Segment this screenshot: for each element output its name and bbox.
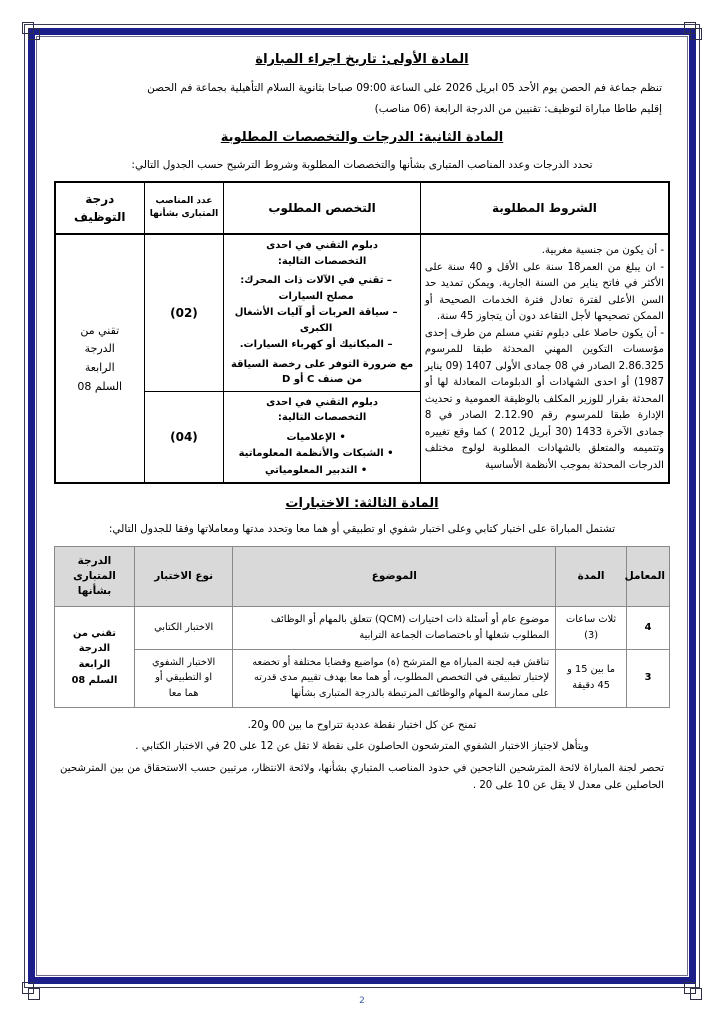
spec-item-list: [228, 430, 415, 479]
duration-line: 45 دقيقة: [572, 680, 610, 692]
spec-item: • الشبكات والأنظمة المعلوماتية: [228, 446, 403, 462]
header-subject: الموضوع: [233, 546, 556, 607]
cell-duration: [556, 649, 627, 707]
table-row: [55, 649, 670, 707]
page-number: 2: [359, 996, 365, 1006]
cell-positions-count: (02): [144, 234, 224, 391]
grade-line: الدرجة: [84, 342, 115, 356]
document-content: [48, 40, 676, 972]
article1-paragraph-line2: إقليم طاطا مباراة لتوظيف: تقنيين من الدرجة الرابعة (06 مناصب): [374, 102, 662, 115]
footnotes-block: [60, 718, 664, 795]
footnote-line3: تحصر لجنة المباراة لائحة المترشحين الناجحين في حدود المناصب المتباري بشأنها، ولائحة الانتظار، مرتبين حسب الاستحقاق من بين المترشحين الحاصلين على معدل لا يقل عن 10 على 20 .: [60, 763, 664, 792]
grade-line: السلم 08: [77, 379, 123, 393]
spec-title-line1: دبلوم التقني في احدى: [266, 240, 379, 252]
spec-title: [228, 238, 415, 269]
spec-item: • الإعلاميات: [228, 430, 403, 446]
grade-line: تقني من: [73, 627, 116, 639]
cell-specialization: [224, 391, 420, 483]
subject-line: المطلوب شغلها أو باختصاصات الجماعة الترابية: [359, 629, 550, 641]
table-row: [55, 234, 669, 391]
duration-line: (3): [584, 629, 599, 641]
condition-line: - ان يبلغ من العمر18 سنة على الأقل و 40 سنة على الأكثر في فاتح يناير من السنة الجارية. ويمكن تمديد حد السن الأعلى لفترة تعادل فترة الخدمات الصحيحة أو الممكن تصحيحها لأجل التقاعد دون أن يتجاوز 45 سنة.: [424, 261, 665, 323]
cell-exam-type: [134, 649, 232, 707]
header-conditions: الشروط المطلوبة: [420, 182, 669, 234]
condition-line: - أن يكون حاصلا على دبلوم تقني مسلم من طرف إحدى مؤسسات التكوين المهني المحدثة طبقا للمرسوم 2.86.325 الصادر في 08 جمادى الأولى 1407 (09 يناير 1987) أو احدى الشهادات أو الدبلومات المعادلة لها أو المحدثة بقرار للوزير المكلف بالوظيفة العمومية و تحديث الإدارة طبقا للمرسوم رقم 2.12.90 الصادر في 8 جمادى الآخرة 1433 (30 أبريل 2012 ) كما وقع تغييره وتتميمه والمتعلق بالشهادات المطلوبة لولوج مختلف الدرجات المحدثة بموجب الأنظمة الأساسية: [424, 327, 664, 471]
condition-line: - أن يكون من جنسية مغربية.: [541, 245, 664, 257]
cell-subject: [233, 607, 556, 649]
header-exam-type: نوع الاختبار: [134, 546, 232, 607]
table-header-row: [55, 182, 669, 234]
cell-subject: [233, 649, 556, 707]
grade-line: الرابعة: [84, 360, 115, 374]
exam-type-line: هما معا: [168, 687, 199, 699]
cell-conditions: [420, 234, 669, 483]
exams-table: [54, 546, 670, 708]
footnote-line2: ويتأهل لاجتياز الاختبار الشفوي المترشحون الحاصلون على نقطة لا تقل عن 12 على 20 في الاختبار الكتابي .: [135, 741, 589, 753]
spec-item: • التدبير المعلومياتي: [228, 463, 403, 479]
subject-line: لإختبار تطبيقي في التخصص المطلوب، أو هما معا بهدف تقييم مدى قدرته: [254, 672, 550, 684]
cell-positions-count: (04): [144, 391, 224, 483]
header-grade-line3: بشأنها: [77, 585, 112, 598]
header-specialization: التخصص المطلوب: [224, 182, 420, 234]
article3-lead: تشتمل المباراة على اختبار كتابي وعلى اختبار شفوي او تطبيقي أو هما معا وتحدد مدتها ومعاملاتها وفقا للجدول التالي:: [108, 522, 616, 535]
spec-title: [228, 395, 415, 426]
cell-grade: [55, 607, 135, 707]
grade-line: الدرجة: [78, 643, 111, 655]
spec-title-line2: التخصصات التالية:: [277, 255, 367, 267]
footnote-line1: تمنح عن كل اختبار نقطة عددية تتراوح ما بين 00 و20.: [247, 719, 477, 731]
cell-coefficient: 4: [626, 607, 669, 649]
grade-line: السلم 08: [71, 674, 118, 686]
grade-line: تقني من: [80, 323, 120, 337]
subject-line: على ممارسة المهام والوظائف المرتبطة بالدرجة المتبارى بشأنها: [291, 687, 550, 699]
cell-duration: [556, 607, 627, 649]
cell-grade: [55, 234, 144, 483]
grades-specializations-table: [54, 181, 670, 484]
exam-type-line: الاختبار الشفوي: [152, 656, 216, 668]
header-positions-line1: عدد المناصب: [155, 196, 213, 207]
exam-type-line: او التطبيقي أو: [155, 672, 213, 684]
article1-paragraph-line1: تنظم جماعة فم الحصن يوم الأحد 05 ابريل 2026 على الساعة 09:00 صباحا بثانوية السلام التأهيلية بجماعة فم الحصن: [147, 81, 662, 94]
table-header-row: [55, 546, 670, 607]
subject-line: موضوع عام أو أسئلة ذات اختيارات (QCM) تتعلق بالمهام أو الوظائف: [270, 614, 550, 626]
article2-lead: تحدد الدرجات وعدد المناصب المتبارى بشأنها والتخصصات المطلوبة وشروط الترشيح حسب الجدول التالي:: [131, 158, 593, 171]
corner-ornament-top-right: [684, 22, 702, 40]
spec-note: مع ضرورة التوفر على رخصة السياقة من صنف C أو D: [230, 358, 414, 386]
cell-exam-type: [134, 607, 232, 649]
header-grade-line2: المتبارى: [73, 569, 116, 582]
grade-line: الرابعة: [78, 658, 111, 670]
duration-line: ما بين 15 و: [567, 664, 616, 676]
article3-heading: المادة الثالثة: الاختبارات: [285, 496, 439, 512]
spec-item: – سياقة العربات أو آليات الأشغال الكبرى: [228, 305, 403, 336]
subject-line: تناقش فيه لجنة المباراة مع المترشح (ة) مواضيع وقضايا مختلفة أو تخضعه: [252, 656, 550, 668]
header-positions-count: [144, 182, 224, 234]
table-row: [55, 607, 670, 649]
header-grade: درجة التوظيف: [55, 182, 144, 234]
header-duration: المدة: [556, 546, 627, 607]
spec-item: – الميكانيك أو كهرباء السيارات.: [228, 337, 403, 353]
header-positions-line2: المتبارى بشأنها: [149, 209, 219, 220]
article1-paragraph: [62, 80, 662, 119]
cell-coefficient: 3: [626, 649, 669, 707]
spec-title-line1: دبلوم التقني في احدى: [266, 396, 379, 408]
article1-heading: المادة الأولى: تاريخ اجراء المباراة: [255, 52, 469, 67]
exam-type-line: الاختبار الكتابي: [154, 622, 214, 634]
spec-item-list: [228, 273, 415, 353]
header-grade: [55, 546, 135, 607]
duration-line: ثلاث ساعات: [566, 614, 617, 626]
spec-title-line2: التخصصات التالية:: [277, 412, 367, 424]
spec-item: – تقني في الآلات ذات المحرك: مصلح السيارات: [228, 273, 403, 304]
header-coefficient: المعامل: [626, 546, 669, 607]
corner-ornament-top-left: [22, 22, 40, 40]
cell-specialization: [224, 234, 420, 391]
header-grade-line1: الدرجة: [77, 554, 112, 567]
article2-heading: المادة الثانية: الدرجات والتخصصات المطلوبة: [220, 130, 504, 146]
